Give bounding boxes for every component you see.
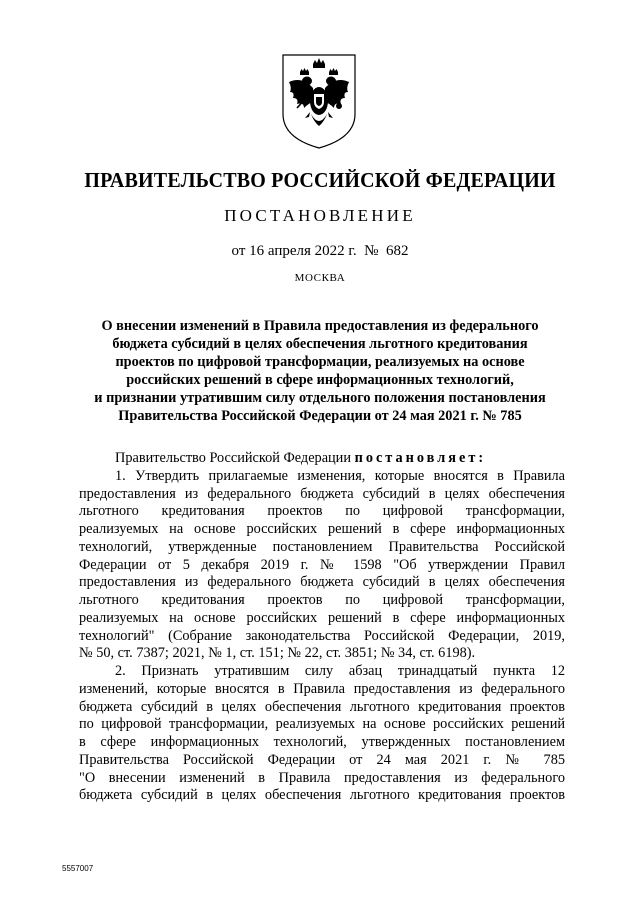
paragraph-line: реализуемых на основе российских решений в сфере информационных	[79, 521, 565, 537]
paragraph-2	[79, 663, 565, 805]
decree-word: постановляет:	[354, 450, 487, 466]
paragraph-line: 1. Утвердить прилагаемые изменения, которые вносятся в Правила	[115, 467, 565, 484]
paragraph-line: реализуемых на основе российских решений в сфере информационных	[79, 609, 565, 626]
paragraph-line: по цифровой трансформации, реализуемых на основе российских решений	[79, 716, 565, 733]
paragraph-line: бюджета субсидий в целях обеспечения льготного кредитования проектов	[79, 698, 565, 715]
paragraph-line: Федерации от 5 декабря 2019 г. № 1598 "Об утверждении Правил	[79, 556, 565, 573]
paragraph-line: № 50, ст. 7387; 2021, № 1, ст. 151; № 22, ст. 3851; № 34, ст. 6198).	[79, 645, 476, 662]
preamble	[79, 450, 565, 468]
paragraph-line: Правительства Российской Федерации от 24 мая 2021 г. № 785	[79, 751, 565, 768]
paragraph-line: изменений, которые вносятся в Правила предоставления из федерального	[79, 680, 565, 697]
paragraph-1	[79, 468, 565, 663]
paragraph-line: предоставления из федерального бюджета субсидий в целях обеспечения	[79, 485, 565, 502]
title-line: Правительства Российской Федерации от 24 мая 2021 г. № 785	[118, 407, 522, 424]
title-line: и признании утратившим силу отдельного положения постановления	[94, 389, 546, 406]
paragraph-line: технологий" (Собрание законодательства Российской Федерации, 2019,	[79, 627, 565, 644]
russian-double-headed-eagle-emblem-icon	[280, 52, 358, 150]
document-code: 5557007	[62, 864, 94, 873]
paragraph-line: в сфере информационных технологий, утвержденных постановлением	[79, 734, 565, 750]
title-line: бюджета субсидий в целях обеспечения льготного кредитования	[112, 335, 528, 352]
state-emblem	[280, 52, 358, 150]
document-title	[60, 318, 580, 425]
city: МОСКВА	[294, 272, 346, 284]
paragraph-line: 2. Признать утратившим силу абзац тринадцатый пункта 12	[115, 663, 565, 679]
paragraph-line: льготного кредитования проектов по цифровой трансформации,	[79, 592, 565, 608]
title-line: российских решений в сфере информационных технологий,	[126, 371, 514, 388]
preamble-lead: Правительство Российской Федерации	[115, 450, 355, 466]
paragraph-line: "О внесении изменений в Правила предоставления из федерального	[79, 769, 565, 786]
paragraph-line: льготного кредитования проектов по цифровой трансформации,	[79, 503, 565, 520]
title-line: О внесении изменений в Правила предоставления из федерального	[101, 318, 539, 334]
government-title: ПРАВИТЕЛЬСТВО РОССИЙСКОЙ ФЕДЕРАЦИИ	[84, 168, 556, 192]
paragraph-line: технологий, утвержденные постановлением Правительства Российской	[79, 538, 565, 555]
document-body	[79, 450, 565, 805]
title-line: проектов по цифровой трансформации, реализуемых на основе	[115, 353, 525, 370]
paragraph-line: предоставления из федерального бюджета субсидий в целях обеспечения	[79, 574, 565, 591]
document-type: ПОСТАНОВЛЕНИЕ	[224, 206, 416, 225]
paragraph-line: бюджета субсидий в целях обеспечения льготного кредитования проектов	[79, 787, 565, 804]
date-and-number: от 16 апреля 2022 г. № 682	[231, 243, 409, 259]
